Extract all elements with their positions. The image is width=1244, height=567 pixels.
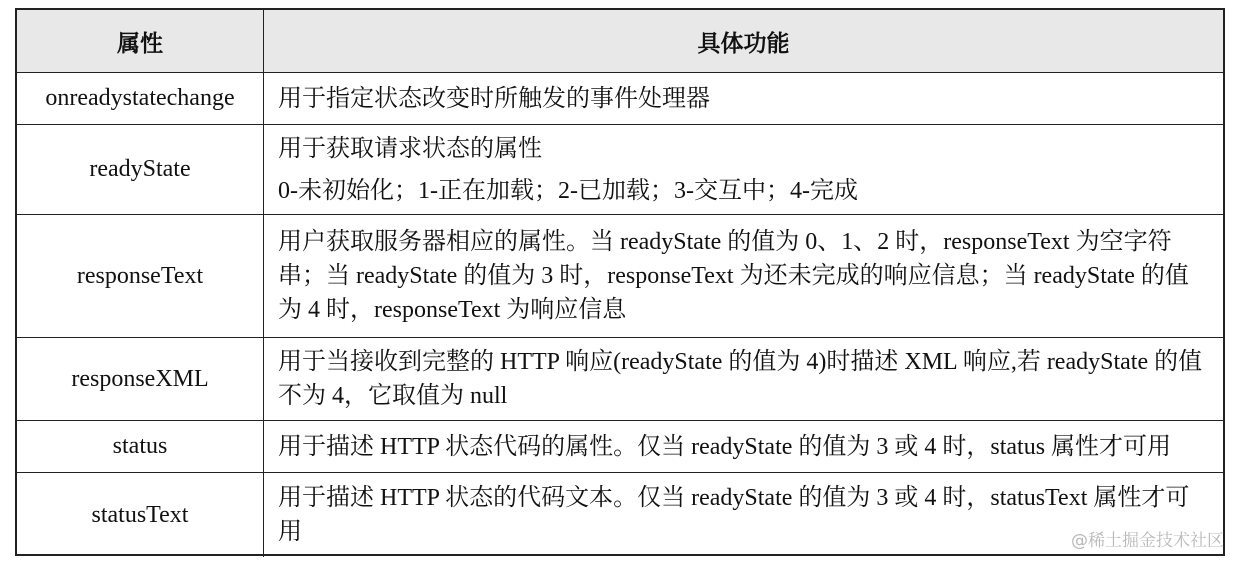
property-name: readyState: [89, 156, 191, 182]
row-statustext-name: [17, 473, 264, 557]
row-responsetext-name: [17, 215, 264, 338]
property-name: status: [112, 433, 168, 459]
header-property: [17, 10, 264, 73]
property-name: onreadystatechange: [45, 85, 235, 111]
row-status-desc: [264, 421, 1223, 473]
property-description: 用于获取请求状态的属性: [278, 135, 542, 162]
property-name: responseXML: [71, 365, 209, 392]
header-function-label: 具体功能: [697, 30, 790, 57]
row-responsexml-desc: [264, 338, 1223, 421]
property-name: responseText: [76, 262, 204, 289]
row-onreadystatechange-name: [17, 73, 264, 125]
property-table: [15, 8, 1225, 556]
property-description: 用户获取服务器相应的属性。当 readyState 的值为 0、1、2 时，responseText 为空字符串；当 readyState 的值为 3 时，responseText 为还未完成的响应信息；当 readyState 的值为 4 时，responseText 为响应信息: [278, 229, 1189, 323]
row-onreadystatechange-desc: [264, 73, 1223, 125]
property-description: 用于描述 HTTP 状态的代码文本。仅当 readyState 的值为 3 或 4 时，statusText 属性才可用: [278, 485, 1190, 545]
row-responsetext-desc: [264, 215, 1223, 338]
property-description: 用于描述 HTTP 状态代码的属性。仅当 readyState 的值为 3 或 4 时，status 属性才可用: [278, 433, 1172, 460]
row-responsexml-name: [17, 338, 264, 421]
property-description: 用于当接收到完整的 HTTP 响应(readyState 的值为 4)时描述 XML 响应,若 readyState 的值不为 4，它取值为 null: [278, 349, 1203, 409]
row-readystate-name: [17, 125, 264, 215]
watermark: @稀土掘金技术社区: [1071, 531, 1224, 551]
row-readystate-desc: [264, 125, 1223, 215]
property-description-states: 0-未初始化；1-正在加载；2-已加载；3-交互中；4-完成: [278, 177, 858, 204]
header-function: [264, 10, 1223, 73]
header-property-label: 属性: [117, 30, 163, 57]
property-name: statusText: [91, 501, 189, 528]
row-status-name: [17, 421, 264, 473]
property-description: 用于指定状态改变时所触发的事件处理器: [278, 85, 710, 112]
